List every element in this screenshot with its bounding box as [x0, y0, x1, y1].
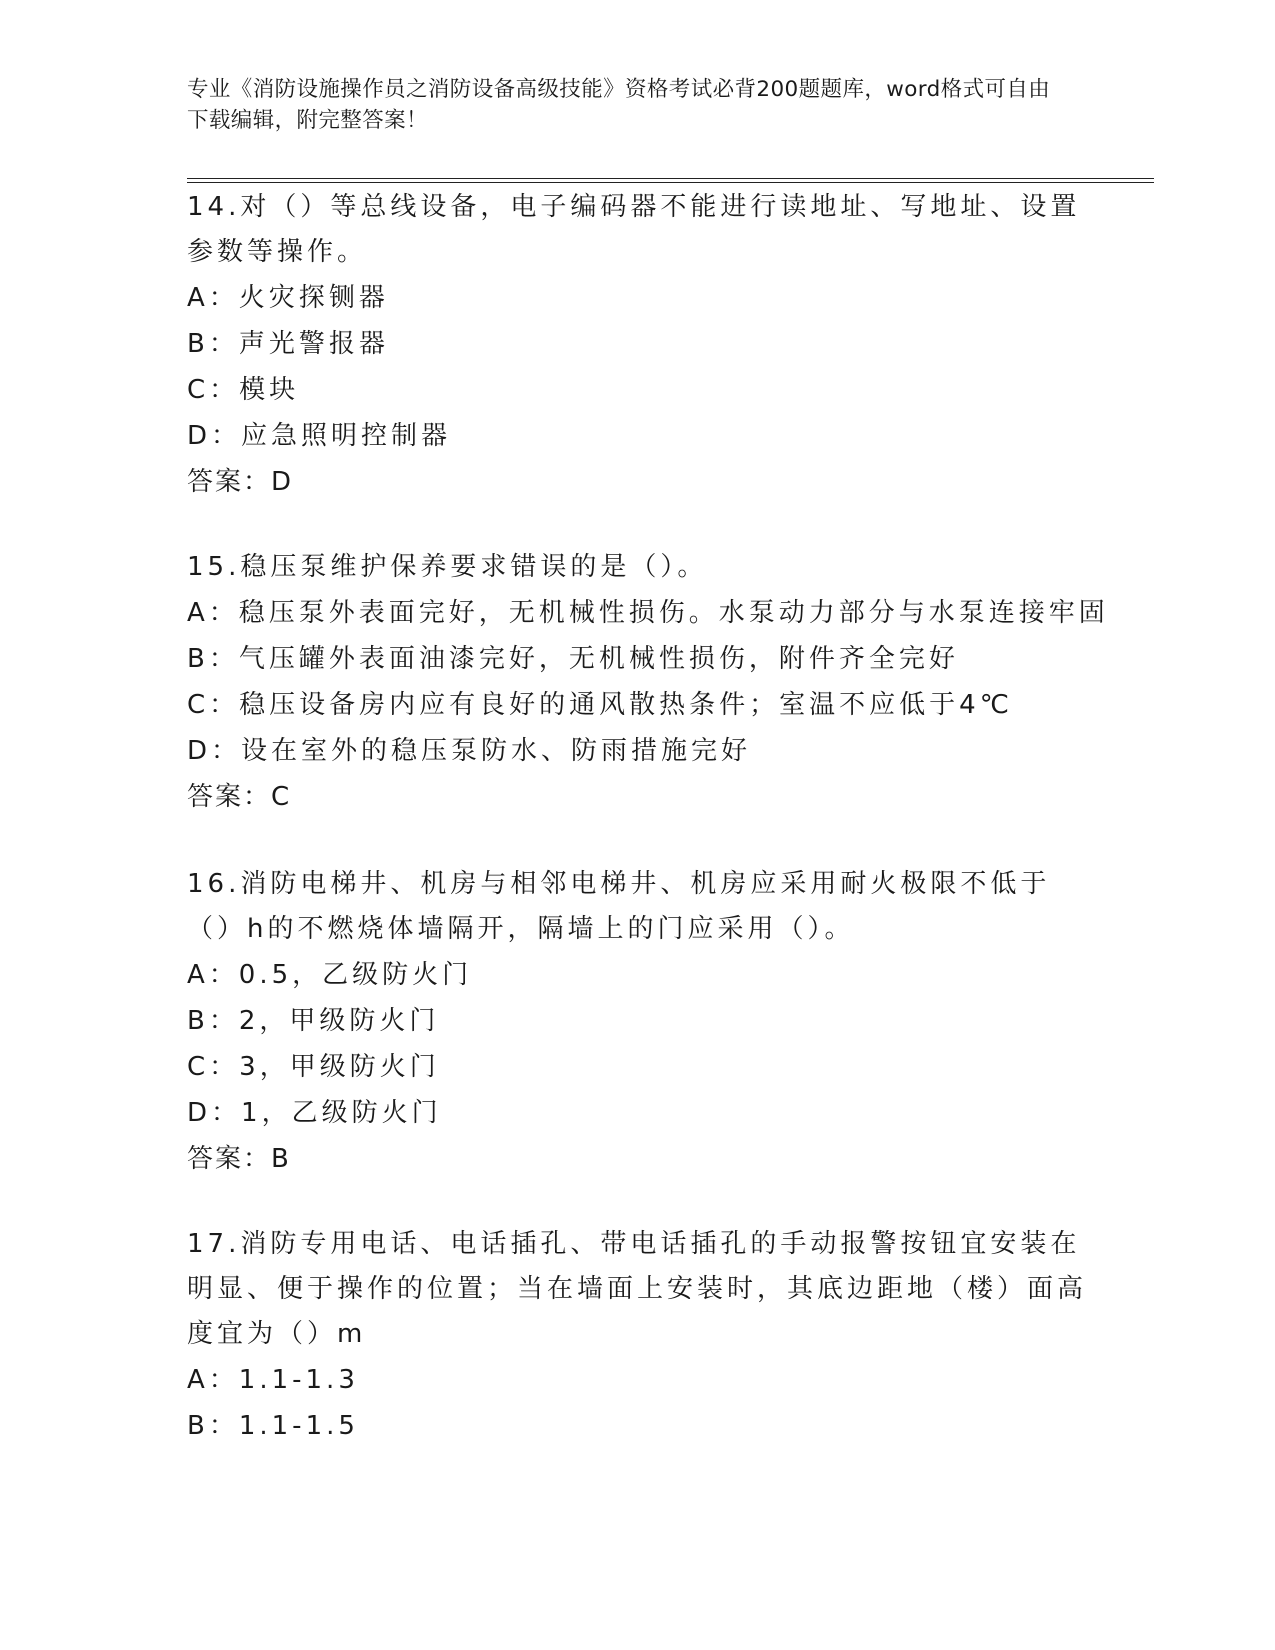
question-stem: 17.消防专用电话、电话插孔、带电话插孔的手动报警按钮宜安装在明显、便于操作的位置；当在墙面上安装时，其底边距地（楼）面高度宜为（）m	[187, 1229, 1088, 1349]
answer-value: B	[271, 1144, 290, 1174]
answer-value: C	[271, 782, 291, 812]
answer-line	[187, 1136, 1087, 1182]
header-rule-top	[187, 178, 1154, 179]
answer-label: 答案：	[187, 467, 272, 497]
question-stem: 15.稳压泵维护保养要求错误的是（）。	[187, 552, 708, 582]
question-14	[187, 185, 1087, 505]
option-a: A：稳压泵外表面完好，无机械性损伤。水泵动力部分与水泵连接牢固	[187, 598, 1109, 628]
answer-line	[187, 459, 1087, 505]
option-b: B：气压罐外表面油漆完好，无机械性损伤，附件齐全完好	[187, 644, 959, 674]
option-b: B：声光警报器	[187, 329, 389, 359]
option-d: D：设在室外的稳压泵防水、防雨措施完好	[187, 736, 752, 766]
question-stem: 14.对（）等总线设备，电子编码器不能进行读地址、写地址、设置参数等操作。	[187, 192, 1081, 267]
question-17	[187, 1222, 1087, 1449]
question-15	[187, 545, 1109, 820]
answer-value: D	[271, 467, 293, 497]
answer-label: 答案：	[187, 782, 272, 812]
option-c: C：3，甲级防火门	[187, 1052, 440, 1082]
answer-line	[187, 774, 1087, 820]
document-header: 专业《消防设施操作员之消防设备高级技能》资格考试必背200题题库，word格式可自由下载编辑，附完整答案！	[187, 77, 1051, 133]
option-d: D：应急照明控制器	[187, 421, 452, 451]
header-rule-bottom	[187, 182, 1154, 183]
option-b: B：1.1-1.5	[187, 1411, 359, 1441]
option-c: C：模块	[187, 375, 300, 405]
option-d: D：1，乙级防火门	[187, 1098, 442, 1128]
question-16	[187, 862, 1087, 1182]
answer-label: 答案：	[187, 1144, 272, 1174]
option-a: A：1.1-1.3	[187, 1365, 359, 1395]
option-c: C：稳压设备房内应有良好的通风散热条件；室温不应低于4℃	[187, 690, 1013, 720]
option-b: B：2，甲级防火门	[187, 1006, 440, 1036]
question-stem: 16.消防电梯井、机房与相邻电梯井、机房应采用耐火极限不低于（）h的不燃烧体墙隔开，隔墙上的门应采用（）。	[187, 869, 1051, 944]
option-a: A：0.5，乙级防火门	[187, 960, 473, 990]
option-a: A：火灾探铡器	[187, 283, 389, 313]
